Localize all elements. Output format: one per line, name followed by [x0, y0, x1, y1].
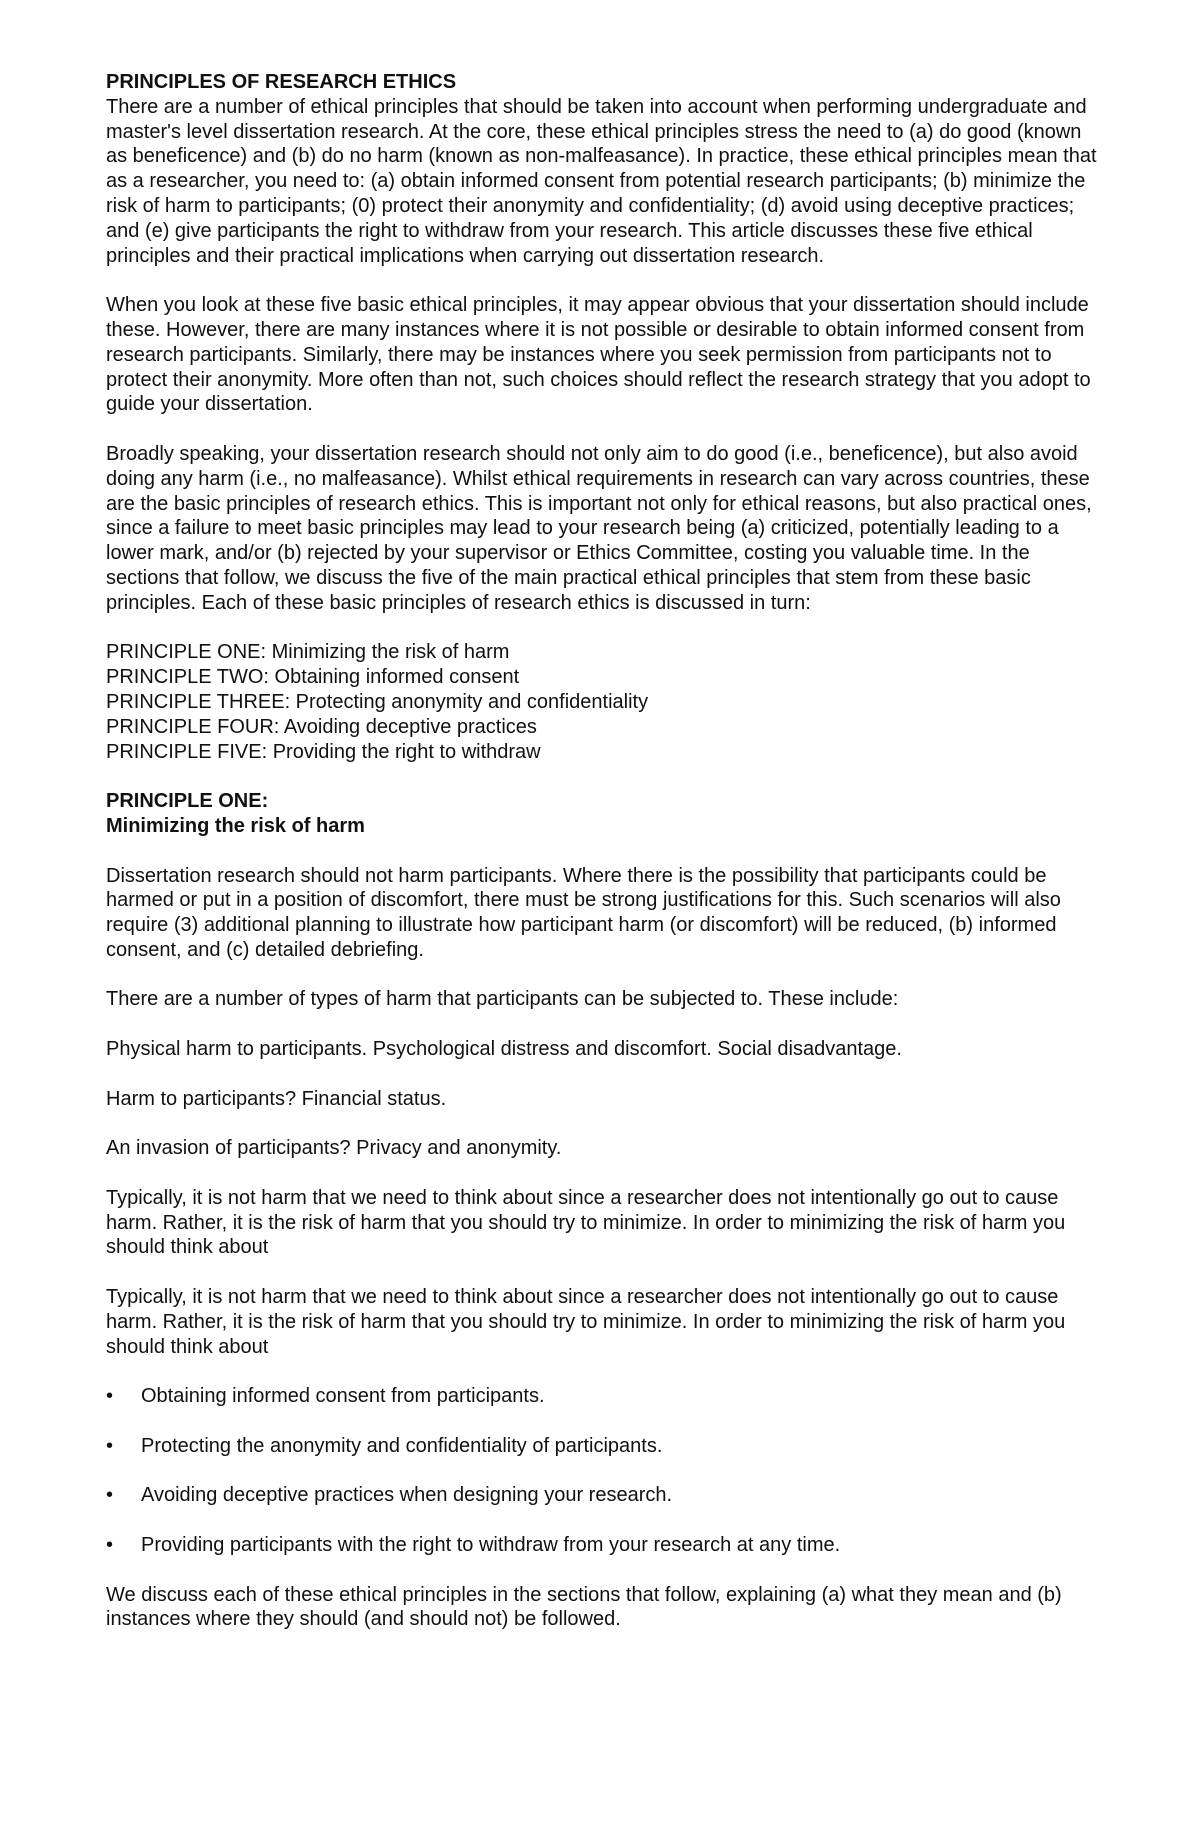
bullet-text: Obtaining informed consent from participants. [141, 1385, 545, 1408]
section-heading-line2: Minimizing the risk of harm [106, 814, 365, 837]
intro-paragraph: Broadly speaking, your dissertation research should not only aim to do good (i.e., beneficence), but also avoid doing any harm (i.e., no malfeasance). Whilst ethical requirements in research can vary across countries, these are the basic principles of research ethics. This is important not only for ethical reasons, but also practical ones, since a failure to meet basic principles may lead to your research being (a) criticized, potentially leading to a lower mark, and/or (b) rejected by your supervisor or Ethics Committee, costing you valuable time. In the sections that follow, we discuss the five of the main practical ethical principles that stem from these basic principles. Each of these basic principles of research ethics is discussed in turn: [106, 442, 1092, 614]
closing-paragraph: We discuss each of these ethical principles in the sections that follow, explaining (a) what they mean and (b) instances where they should (and should not) be followed. [106, 1583, 1062, 1631]
document-page [106, 70, 1106, 1657]
bullet-icon: • [106, 1434, 114, 1457]
bullet-item [106, 1384, 1106, 1409]
bullet-list [106, 1384, 1106, 1558]
bullet-icon: • [106, 1484, 114, 1507]
section-heading-line1: PRINCIPLE ONE: [106, 790, 269, 813]
bullet-item [106, 1434, 1106, 1459]
bullet-item [106, 1483, 1106, 1508]
bullet-text: Providing participants with the right to withdraw from your research at any time. [141, 1534, 841, 1557]
document-title: PRINCIPLES OF RESEARCH ETHICS [106, 71, 457, 93]
bullet-text: Avoiding deceptive practices when designing your research. [141, 1484, 673, 1507]
section-paragraph: Harm to participants? Financial status. [106, 1087, 447, 1110]
principle-item: PRINCIPLE FOUR: Avoiding deceptive practices [106, 715, 537, 738]
principle-item: PRINCIPLE TWO: Obtaining informed consent [106, 666, 520, 689]
section-paragraph: Typically, it is not harm that we need to think about since a researcher does not intentionally go out to cause harm. Rather, it is the risk of harm that you should try to minimize. In order to minimizing the risk of harm you should think about [106, 1186, 1066, 1259]
principle-item: PRINCIPLE THREE: Protecting anonymity and confidentiality [106, 690, 649, 713]
section-heading [106, 789, 1106, 839]
bullet-icon: • [106, 1385, 114, 1408]
intro-paragraph: When you look at these five basic ethical principles, it may appear obvious that your dissertation should include these. However, there are many instances where it is not possible or desirable to obtain informed consent from research participants. Similarly, there may be instances where you seek permission from participants not to protect their anonymity. More often than not, such choices should reflect the research strategy that you adopt to guide your dissertation. [106, 294, 1091, 416]
bullet-item [106, 1533, 1106, 1558]
section-paragraph: There are a number of types of harm that participants can be subjected to. These include: [106, 988, 899, 1011]
section-paragraph: An invasion of participants? Privacy and anonymity. [106, 1137, 562, 1160]
section-paragraph: Dissertation research should not harm participants. Where there is the possibility that participants could be harmed or put in a position of discomfort, there must be strong justifications for this. Such scenarios will also require (3) additional planning to illustrate how participant harm (or discomfort) will be reduced, (b) informed consent, and (c) detailed debriefing. [106, 864, 1061, 961]
section-paragraph: Physical harm to participants. Psychological distress and discomfort. Social disadvantage. [106, 1038, 902, 1061]
principle-item: PRINCIPLE FIVE: Providing the right to withdraw [106, 740, 541, 763]
bullet-icon: • [106, 1534, 114, 1557]
principle-item: PRINCIPLE ONE: Minimizing the risk of harm [106, 641, 510, 664]
intro-paragraph: There are a number of ethical principles that should be taken into account when performing undergraduate and master's level dissertation research. At the core, these ethical principles stress the need to (a) do good (known as beneficence) and (b) do no harm (known as non-malfeasance). In practice, these ethical principles mean that as a researcher, you need to: (a) obtain informed consent from potential research participants; (b) minimize the risk of harm to participants; (0) protect their anonymity and confidentiality; (d) avoid using deceptive practices; and (e) give participants the right to withdraw from your research. This article discusses these five ethical principles and their practical implications when carrying out dissertation research. [106, 95, 1097, 267]
bullet-text: Protecting the anonymity and confidentiality of participants. [141, 1434, 663, 1457]
section-paragraph: Typically, it is not harm that we need to think about since a researcher does not intentionally go out to cause harm. Rather, it is the risk of harm that you should try to minimize. In order to minimizing the risk of harm you should think about [106, 1286, 1066, 1358]
principles-list [106, 640, 1106, 764]
